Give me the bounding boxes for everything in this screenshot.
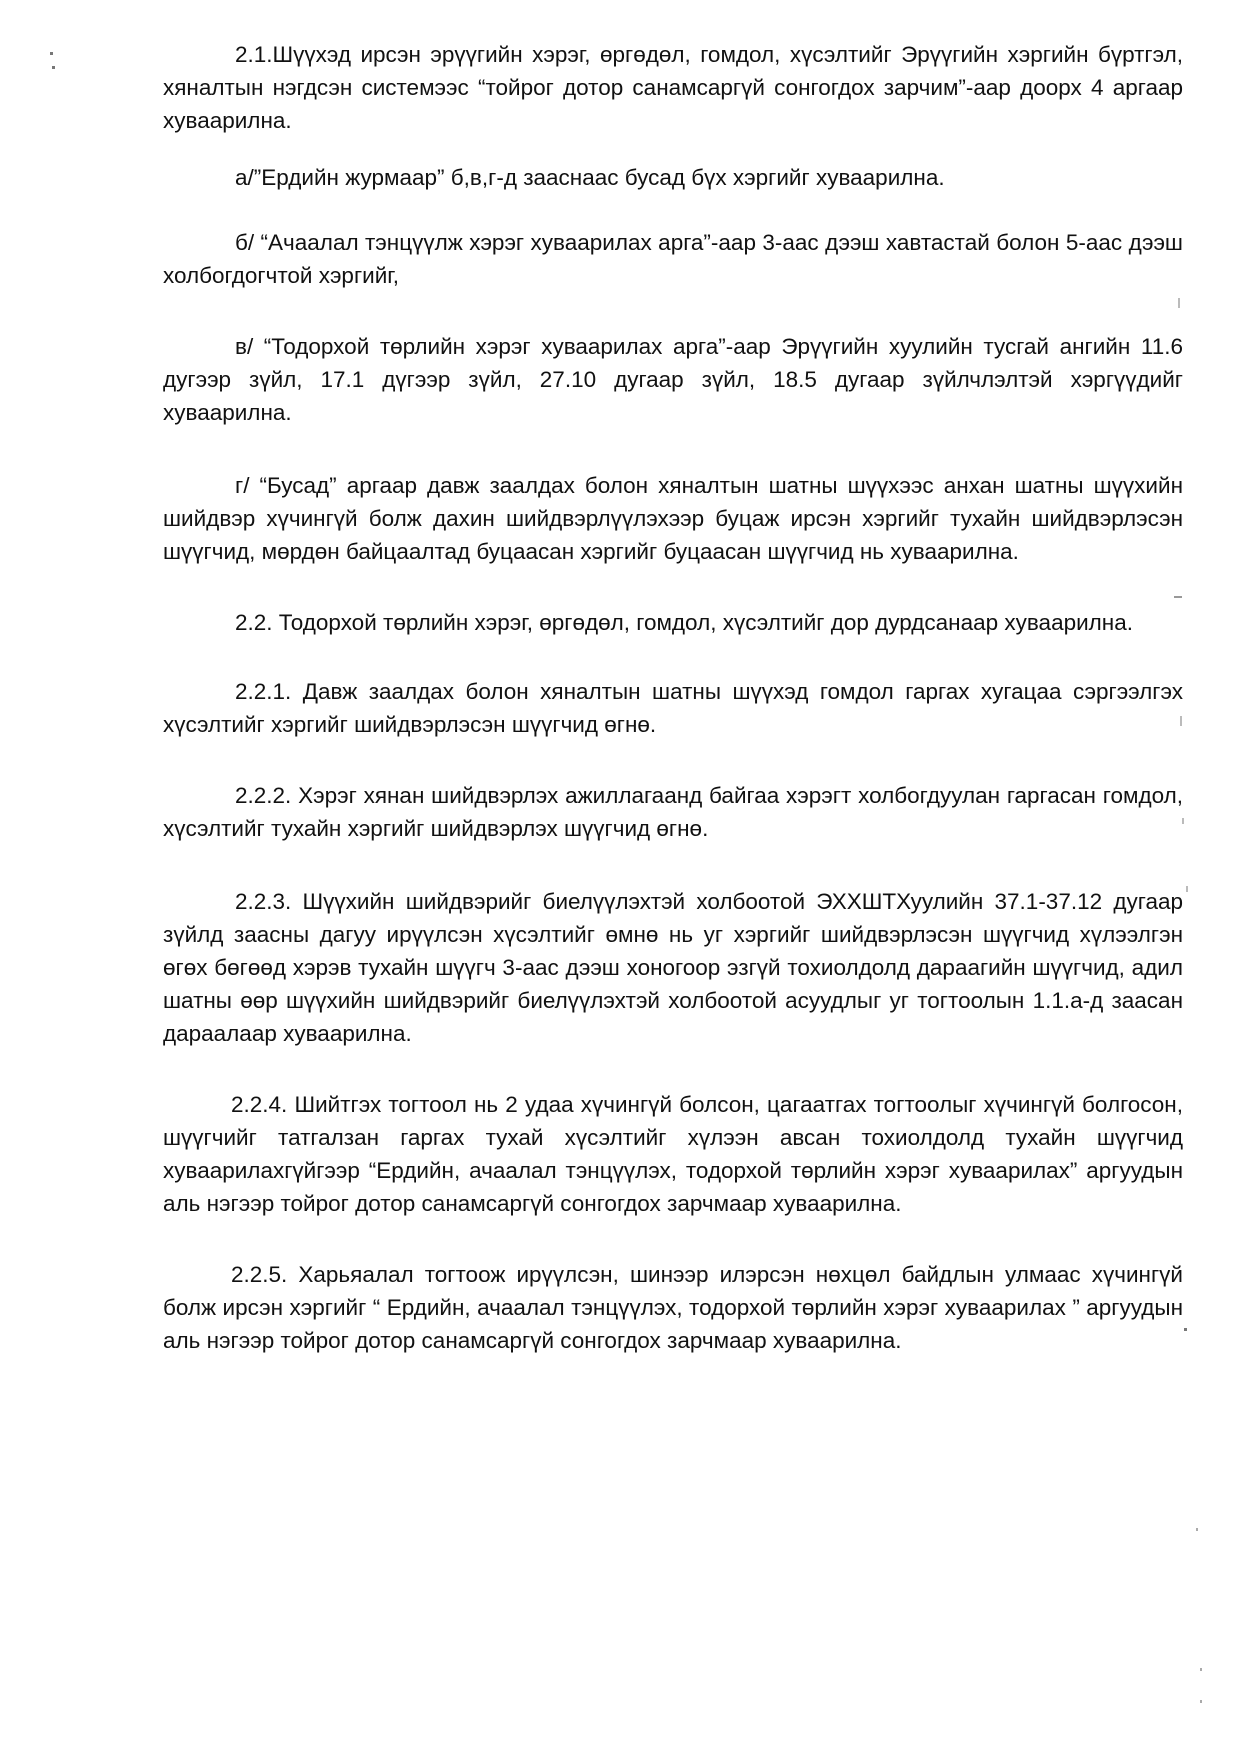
scan-speck bbox=[1184, 1328, 1187, 1331]
scan-speck bbox=[1186, 886, 1188, 892]
paragraph-2-2-2: 2.2.2. Хэрэг хянан шийдвэрлэх ажиллагаанд байгаа хэрэгт холбогдуулан гаргасан гомдол, хүсэлтийг тухайн хэргийг шийдвэрлэх шүүгчид өгнө. bbox=[163, 783, 1183, 841]
document-body bbox=[163, 38, 1183, 1357]
paragraph-2-1-v: в/ “Тодорхой төрлийн хэрэг хуваарилах арга”-аар Эрүүгийн хуулийн тусгай ангийн 11.6 дугээр зүйл, 17.1 дүгээр зүйл, 27.10 дугаар зүйл, 18.5 дугаар зүйлчлэлтэй хэргүүдийг хуваарилна. bbox=[163, 334, 1183, 425]
scan-speck bbox=[1200, 1700, 1202, 1703]
paragraph-2-2-5: 2.2.5. Харьяалал тогтоож ирүүлсэн, шинээр илэрсэн нөхцөл байдлын улмаас хүчингүй болж ирсэн хэргийг “ Ердийн, ачаалал тэнцүүлэх, тодорхой төрлийн хэрэг хуваарилах ” аргуудын аль нэгээр тойрог дотор санамсаргүй сонгогдох зарчмаар хуваарилна. bbox=[163, 1262, 1183, 1353]
scan-speck bbox=[52, 66, 55, 69]
paragraph-2-2: 2.2. Тодорхой төрлийн хэрэг, өргөдөл, гомдол, хүсэлтийг дор дурдсанаар хуваарилна. bbox=[235, 610, 1133, 635]
scan-speck bbox=[1200, 1668, 1202, 1671]
paragraph-2-2-4: 2.2.4. Шийтгэх тогтоол нь 2 удаа хүчингүй болсон, цагаатгах тогтоолыг хүчингүй болгосон, шүүгчийг татгалзан гаргах тухай хүсэлтийг хүлээн авсан тохиолдолд тухайн шүүгчид хуваарилахгүйгээр “Ердийн, ачаалал тэнцүүлэх, тодорхой төрлийн хэрэг хуваарилах” аргуудын аль нэгээр тойрог дотор санамсаргүй сонгогдох зарчмаар хуваарилна. bbox=[163, 1092, 1183, 1216]
paragraph-2-2-3: 2.2.3. Шүүхийн шийдвэрийг биелүүлэхтэй холбоотой ЭХХШТХуулийн 37.1-37.12 дугаар зүйлд заасны дагуу ирүүлсэн хүсэлтийг өмнө нь уг хэргийг шийдвэрлэсэн шүүгчид хүлээлгэн өгөх бөгөөд хэрэв тухайн шүүгч 3-аас дээш хоногоор эзгүй тохиолдолд дараагийн шүүгчид, адил шатны өөр шүүхийн шийдвэрийг биелүүлэхтэй холбоотой асуудлыг уг тогтоолын 1.1.а-д заасан дараалаар хуваарилна. bbox=[163, 889, 1183, 1046]
paragraph-2-1-b: б/ “Ачаалал тэнцүүлж хэрэг хуваарилах арга”-аар 3-аас дээш хавтастай болон 5-аас дээш холбогдогчтой хэргийг, bbox=[163, 230, 1183, 288]
paragraph-2-1: 2.1.Шүүхэд ирсэн эрүүгийн хэрэг, өргөдөл, гомдол, хүсэлтийг Эрүүгийн хэргийн бүртгэл, хяналтын нэгдсэн системээс “тойрог дотор санамсаргүй сонгогдох зарчим”-аар доорх 4 аргаар хуваарилна. bbox=[163, 42, 1183, 133]
paragraph-2-2-1: 2.2.1. Давж заалдах болон хяналтын шатны шүүхэд гомдол гаргах хугацаа сэргээлгэх хүсэлтийг хэргийг шийдвэрлэсэн шүүгчид өгнө. bbox=[163, 679, 1183, 737]
paragraph-2-1-g: г/ “Бусад” аргаар давж заалдах болон хяналтын шатны шүүхээс анхан шатны шүүхийн шийдвэр хүчингүй болж дахин шийдвэрлүүлэхээр буцаж ирсэн хэргийг тухайн шийдвэрлэсэн шүүгчид, мөрдөн байцаалтад буцаасан хэргийг буцаасан шүүгчид нь хуваарилна. bbox=[163, 473, 1183, 564]
paragraph-2-1-a: а/”Ердийн журмаар” б,в,г-д зааснаас бусад бүх хэргийг хуваарилна. bbox=[235, 165, 945, 190]
scan-speck bbox=[1196, 1528, 1198, 1531]
scan-speck bbox=[50, 52, 53, 55]
